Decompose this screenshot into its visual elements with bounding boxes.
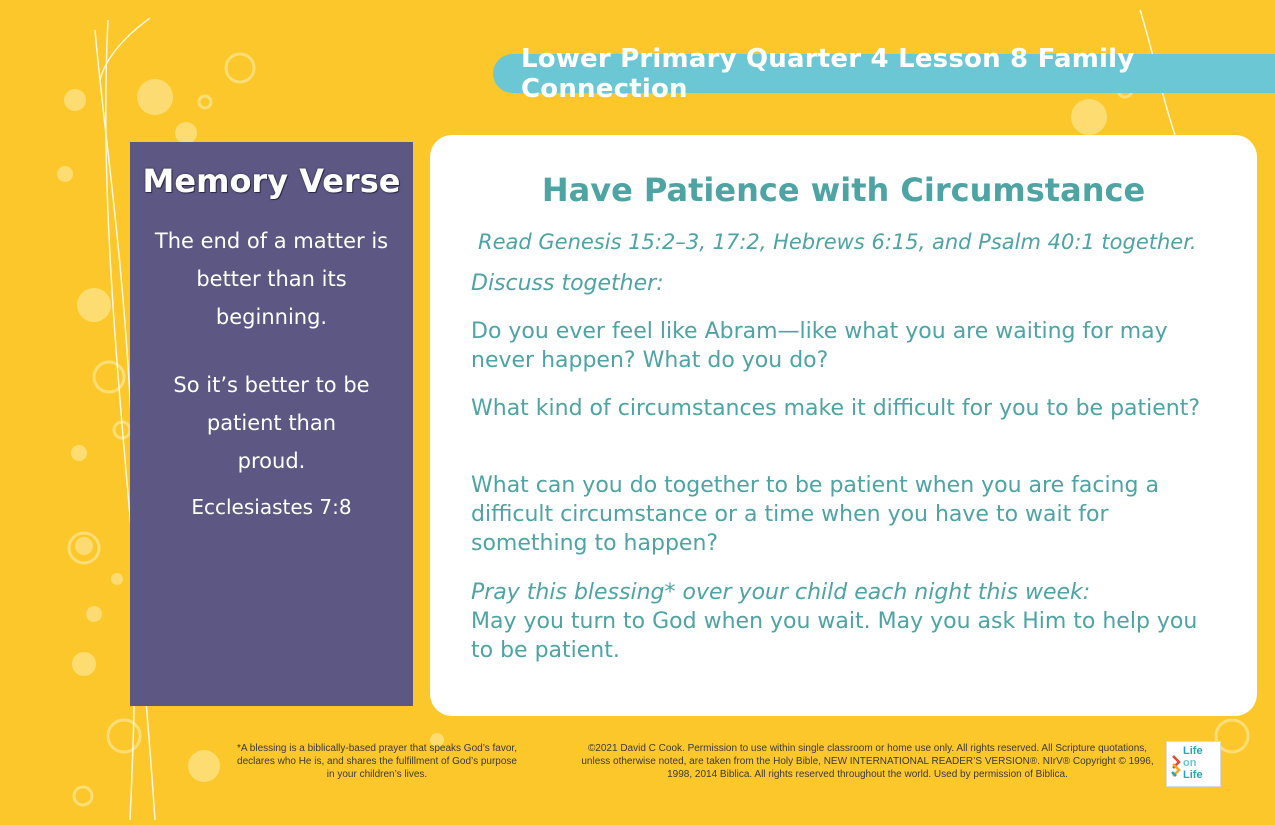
- blessing-footnote: *A blessing is a biblically-based prayer that speaks God’s favor, declares who He is, and shares the fulfillment of God’s purpose in your children’s lives.: [237, 743, 517, 780]
- logo-wordmark: Life on Life: [1183, 745, 1203, 781]
- verse-line-1: The end of a matter is better than its beginning.: [154, 229, 389, 329]
- copyright-notice: ©2021 David C Cook. Permission to use within single classroom or home use only. All rights reserved. All Scripture quotations, unless otherwise noted, are taken from the Holy Bible, NEW INTERNATIONAL READER’S VERSION®. NIrV® Copyright © 1996, 1998, 2014 Biblica. All rights reserved throughout the world. Used by permission of Biblica.: [581, 743, 1154, 780]
- discussion-question: What can you do together to be patient when you are facing a difficult circumstance or a time when you have to wait for something to happen?: [471, 473, 1159, 556]
- life-on-life-logo: [1166, 741, 1221, 787]
- lesson-banner: [493, 43, 1275, 104]
- discuss-heading: Discuss together:: [471, 271, 664, 296]
- discussion-card: [430, 135, 1257, 716]
- logo-mark-icon: [1171, 754, 1181, 778]
- blessing-text: May you turn to God when you wait. May you ask Him to help you to be patient.: [471, 609, 1198, 663]
- prayer-intro: Pray this blessing* over your child each night this week:: [471, 580, 1091, 605]
- discussion-question: Do you ever feel like Abram—like what you are waiting for may never happen? What do you do?: [471, 319, 1168, 373]
- scripture-reading: Read Genesis 15:2–3, 17:2, Hebrews 6:15, and Psalm 40:1 together.: [478, 230, 1197, 254]
- verse-reference: Ecclesiastes 7:8: [191, 495, 352, 519]
- memory-verse-panel: [130, 142, 413, 706]
- verse-line-2: So it’s better to be patient than proud.: [173, 373, 370, 473]
- card-title: Have Patience with Circumstance: [541, 171, 1146, 209]
- banner-title: Lower Primary Quarter 4 Lesson 8 Family Connection: [521, 43, 1135, 104]
- memory-verse-heading: Memory Verse: [142, 162, 401, 200]
- discussion-question: What kind of circumstances make it difficult for you to be patient?: [471, 396, 1201, 421]
